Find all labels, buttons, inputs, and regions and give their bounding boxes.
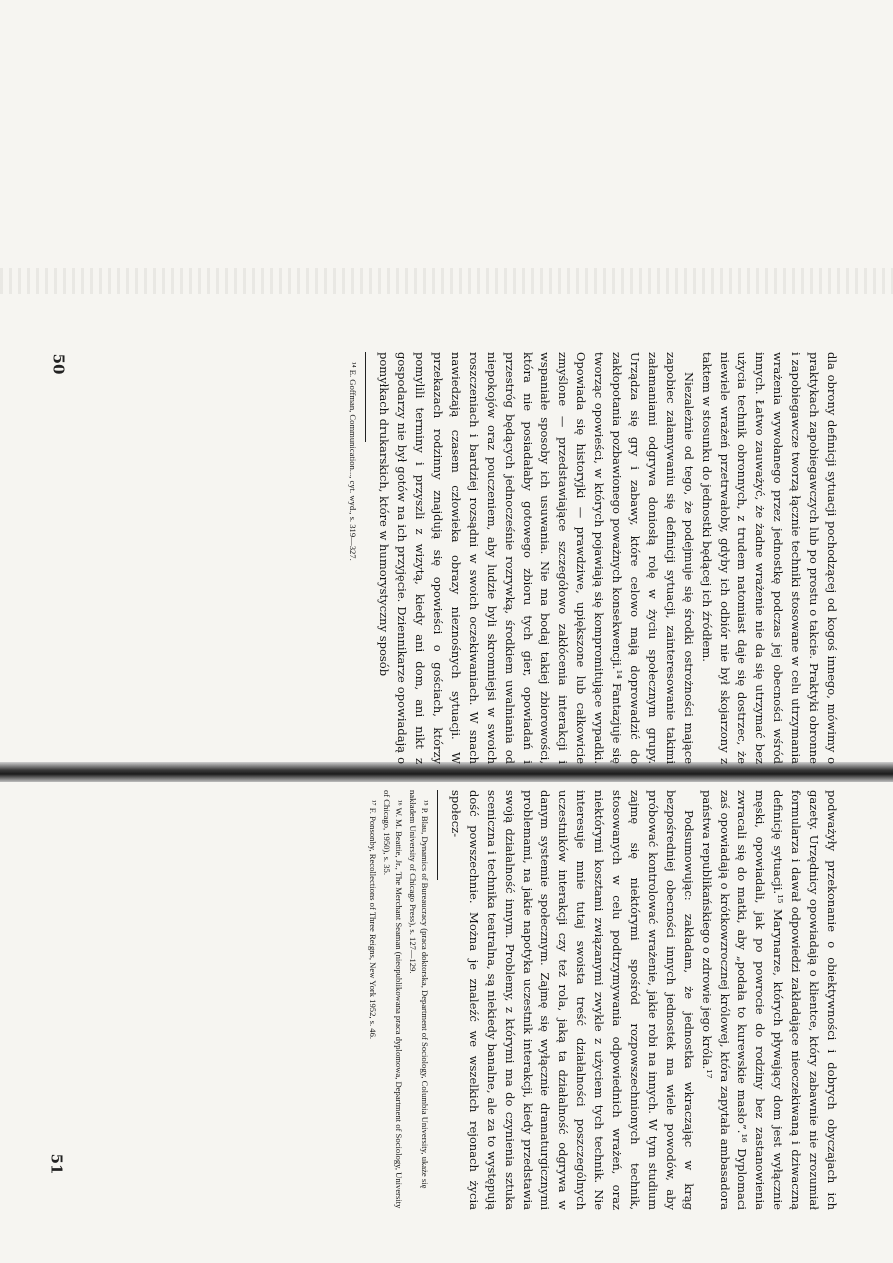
footnote-rule	[437, 790, 438, 880]
page-number-right: 51	[47, 1153, 66, 1175]
book-gutter-shadow	[0, 762, 893, 782]
scan-noise-band	[0, 268, 893, 294]
footnote: ¹⁶ W. M. Beattie, Jr., The Merchant Seaman (nieopublikowana praca dyplomowa, Department of Sociology, University of Chicago, 1950), s. 35.	[381, 790, 405, 1209]
paragraph: dla obrony definicji sytuacji pochodzącej od kogoś innego, mówimy o praktykach zapobiegawczych lub po prostu o takcie. Praktyki obronne i zapobiegawcze tworzą łącznie techniki stosowane w celu utrzymania wrażenia wywołanego przez jednostkę podczas jej obecności wśród innych. Łatwo zauważyć, że żadne wrażenie nie da się utrzymać bez użycia technik obronnych, z trudem natomiast daje się dostrzec, że niewiele wrażeń przetrwałoby, gdyby ich odbiór nie był skojarzony z taktem w stosunku do jednostki będącej ich źródłem.	[699, 352, 839, 764]
footnote-rule	[365, 352, 366, 442]
paragraph: podważyły przekonanie o obiektywności i dobrych obyczajach ich gazety. Urzędnicy opowiadają o klientce, który zabawnie nie zrozumiał formularza i dawał odpowiedzi zakładające nieoczekiwaną i dziwaczną definicję sytuacji.¹⁵ Marynarze, których pływający dom jest wyłącznie męski, opowiadali, jak po powrocie do rodziny bez zastanowienia zwracali się do matki, aby „podała to kurewskie masło”.¹⁶ Dyplomaci zaś opowiadają o krótkowzrocznej królowej, która zapytała ambasadora państwa republikańskiego o zdrowie jego króla.¹⁷	[699, 790, 839, 1210]
left-page	[110, 352, 840, 764]
paragraph: Niezależnie od tego, że podejmuje się środki ostrożności mające zapobiec załamywaniu się definicji sytuacji, zainteresowanie takimi załamaniami odgrywa doniosłą rolę w życiu społecznym grupy. Urządza się gry i zabawy, które celowo mają doprowadzić do zakłopotania pozbawionego poważnych konsekwencji.¹⁴ Fantazjuje się tworząc opowieści, w których pojawiają się kompromitujące wypadki. Opowiada się historyjki — prawdziwe, upiększone lub całkowicie zmyślone — przedstawiające szczegółowo zakłócenia interakcji i wspaniałe sposoby ich usuwania. Nie ma bodaj takiej zbiorowości, która nie posiadałaby gotowego zbioru tych gier, opowiadań i przestróg będących jednocześnie rozrywką, środkiem uwalniania od niepokojów oraz pouczeniem, aby ludzie byli skromniejsi w swoich roszczeniach i bardziej rozsądni w swoich oczekiwaniach. W snach nawiedzają czasem człowieka obrazy nieznośnych sytuacji. W przekazach rodzinny znajdują się opowieści o gościach, którzy pomylili terminy i przyszli z wizytą, kiedy ani dom, ani nikt z gospodarzy nie był gotów na ich przyjęcie. Dziennikarze opowiadają o pomyłkach drukarskich, które w humorystyczny sposób	[377, 352, 696, 764]
footnote: ¹⁴ E. Goffman, Communication..., cyt. wyd., s. 319—327.	[348, 362, 359, 561]
right-page-footnotes	[367, 790, 439, 1210]
right-page-body	[446, 790, 840, 1210]
footnote: ¹⁵ P. Blau, Dynamics of Bureaucracy (praca doktorska, Department of Sociology, Columbia University, ukaże się nakładem University of Chicago Press), s. 127—129.	[407, 790, 431, 1189]
right-page	[110, 790, 840, 1210]
paragraph: Podsumowując: zakładam, że jednostka wkraczając w krąg bezpośredniej obecności innych jednostek ma wiele powodów, aby próbować kontrolować wrażenie, jakie robi na innych. W tym studium zajmę się niektórymi spośród rozpowszechnionych technik, stosowanych w celu podtrzymywania odpowiednich wrażeń, oraz niektórymi kosztami związanymi zwykle z użyciem tych technik. Nie interesuje mnie tutaj swoista treść działalności poszczególnych uczestników interakcji czy też rola, jaką ta działalność odgrywa w danym systemie społecznym. Zajmę się wyłącznie dramaturgicznymi problemami, na jakie napotyka uczestnik interakcji, kiedy przedstawia swoją działalność innym. Problemy, z którymi ma do czynienia sztuka sceniczna i technika teatralna, są niekiedy banalne, ale za to występują dość powszechnie. Można je znaleźć we wszelkich rejonach życia społecz-	[448, 790, 696, 1210]
left-page-body	[374, 352, 840, 764]
page-number-left: 50	[49, 353, 68, 375]
footnote: ¹⁷ F. Ponsonby, Recollections of Three Reigns, New York 1952, s. 46.	[368, 800, 379, 1040]
left-page-footnotes	[347, 352, 367, 764]
